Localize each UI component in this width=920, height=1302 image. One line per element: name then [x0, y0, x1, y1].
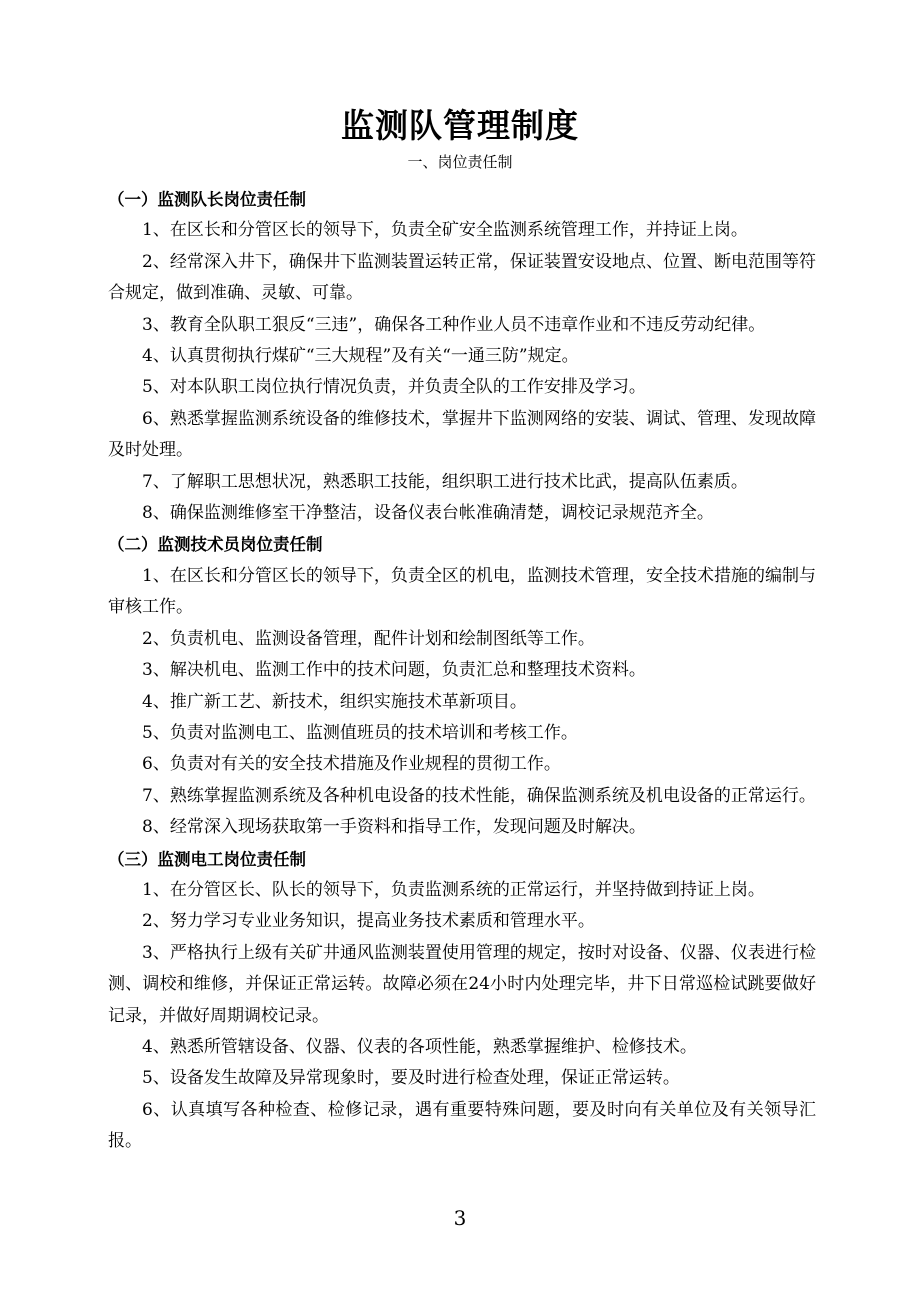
section-heading: （二）监测技术员岗位责任制	[108, 535, 323, 555]
document-title: 监测队管理制度	[341, 106, 579, 145]
paragraph: 2、经常深入井下，确保井下监测装置运转正常，保证装置安设地点、位置、断电范围等符合规定，做到准确、灵敏、可靠。	[108, 251, 816, 304]
paragraph: 5、负责对监测电工、监测值班员的技术培训和考核工作。	[142, 722, 578, 743]
section-heading: （三）监测电工岗位责任制	[108, 849, 306, 869]
paragraph: 2、努力学习专业业务知识，提高业务技术素质和管理水平。	[142, 911, 595, 932]
paragraph: 6、认真填写各种检查、检修记录，遇有重要特殊问题，要及时向有关单位及有关领导汇报。	[108, 1099, 816, 1152]
paragraph: 6、负责对有关的安全技术措施及作业规程的贯彻工作。	[142, 754, 561, 775]
paragraph: 1、在分管区长、队长的领导下，负责监测系统的正常运行，并坚持做到持证上岗。	[142, 879, 765, 900]
paragraph: 1、在区长和分管区长的领导下，负责全矿安全监测系统管理工作，并持证上岗。	[142, 220, 748, 241]
paragraph: 4、熟悉所管辖设备、仪器、仪表的各项性能，熟悉掌握维护、检修技术。	[142, 1036, 697, 1057]
document-subtitle: 一、岗位责任制	[407, 153, 513, 171]
paragraph: 4、认真贯彻执行煤矿“三大规程”及有关“一通三防”规定。	[142, 346, 579, 367]
paragraph: 2、负责机电、监测设备管理，配件计划和绘制图纸等工作。	[142, 628, 595, 649]
paragraph: 1、在区长和分管区长的领导下，负责全区的机电，监测技术管理，安全技术措施的编制与审核工作。	[108, 565, 816, 618]
page-number: 3	[453, 1206, 467, 1230]
paragraph: 7、了解职工思想状况，熟悉职工技能，组织职工进行技术比武，提高队伍素质。	[142, 471, 748, 492]
paragraph: 5、设备发生故障及异常现象时，要及时进行检查处理，保证正常运转。	[142, 1068, 680, 1089]
paragraph: 3、解决机电、监测工作中的技术问题，负责汇总和整理技术资料。	[142, 660, 646, 681]
paragraph: 7、熟练掌握监测系统及各种机电设备的技术性能，确保监测系统及机电设备的正常运行。	[142, 785, 816, 806]
paragraph: 8、经常深入现场获取第一手资料和指导工作，发现问题及时解决。	[142, 817, 646, 838]
paragraph: 6、熟悉掌握监测系统设备的维修技术，掌握井下监测网络的安装、调试、管理、发现故障及时处理。	[108, 408, 816, 461]
paragraph: 3、教育全队职工狠反“三违”，确保各工种作业人员不违章作业和不违反劳动纪律。	[142, 314, 766, 335]
paragraph: 3、严格执行上级有关矿井通风监测装置使用管理的规定，按时对设备、仪器、仪表进行检测、调校和维修，并保证正常运转。故障必须在24小时内处理完毕，井下日常巡检试跳要做好记录，并做好周期调校记录。	[108, 942, 816, 1026]
paragraph: 5、对本队职工岗位执行情况负责，并负责全队的工作安排及学习。	[142, 377, 646, 398]
paragraph: 8、确保监测维修室干净整洁，设备仪表台帐准确清楚，调校记录规范齐全。	[142, 503, 714, 524]
document-body	[108, 184, 816, 1158]
paragraph: 4、推广新工艺、新技术，组织实施技术革新项目。	[142, 691, 527, 712]
section-heading: （一）监测队长岗位责任制	[108, 190, 306, 209]
